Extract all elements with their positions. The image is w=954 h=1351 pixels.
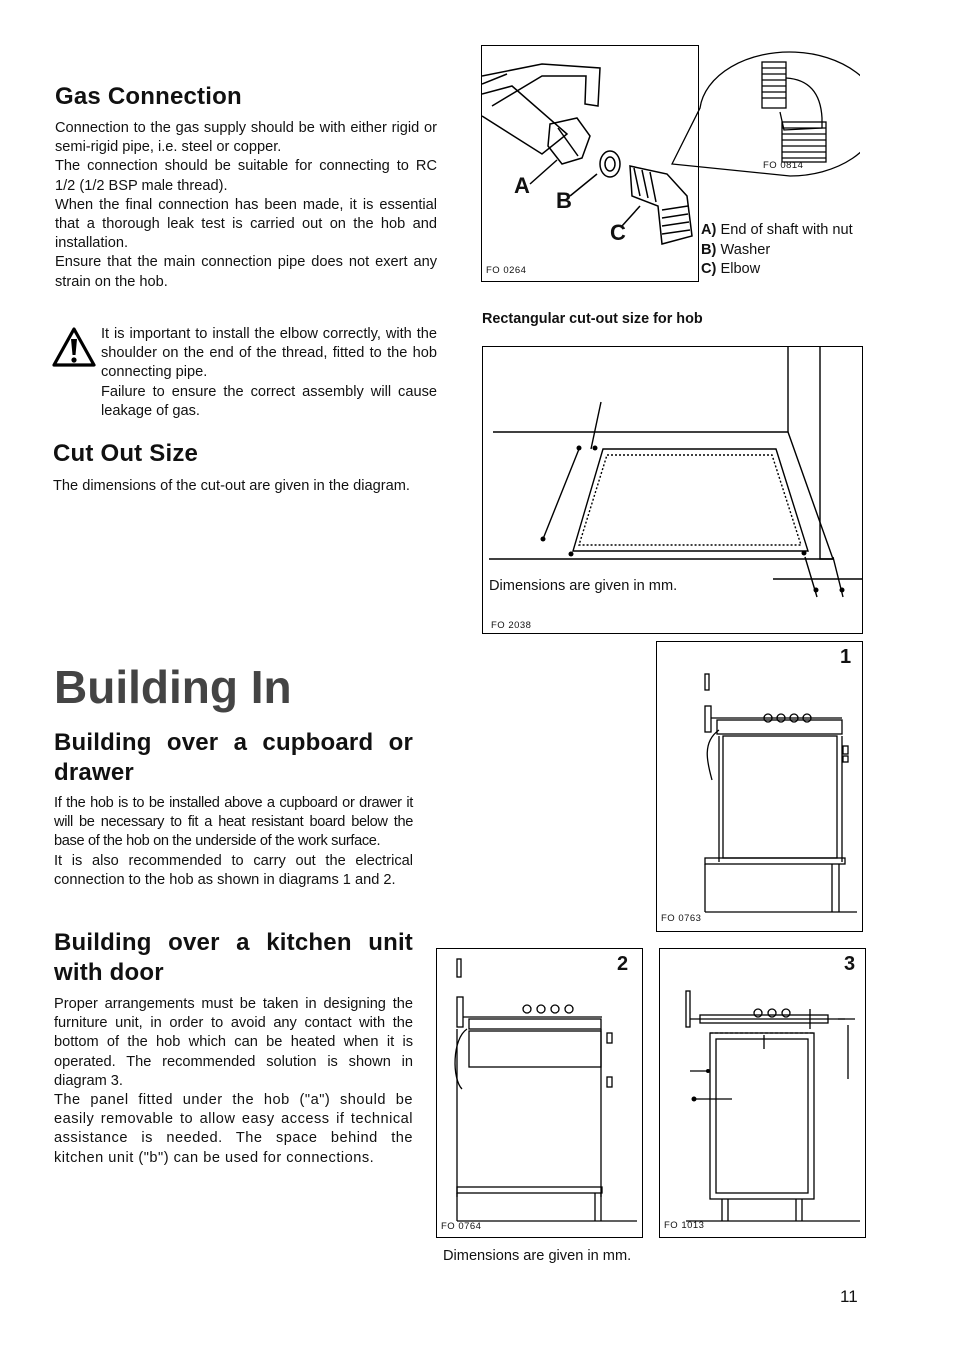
legend-key-b: B) (701, 241, 717, 258)
legend-text-c: Elbow (720, 261, 761, 277)
cutout-diagram (482, 346, 863, 634)
figure-code-fo0764: FO 0764 (441, 1221, 482, 1232)
legend-key-c: C) (701, 261, 717, 277)
diagram-1-drawing (657, 642, 864, 933)
diagram-3-drawing (660, 949, 867, 1239)
kitchen-paragraph-2: The panel fitted under the hob ("a") should be easily removable to allow easy access if technical assistance is needed. The space behind the kitchen unit ("b") can be used for connections. (54, 1092, 413, 1166)
legend-item-c (701, 260, 853, 280)
gas-paragraph-1: Connection to the gas supply should be with either rigid or semi-rigid pipe, i.e. steel or copper. (55, 120, 437, 156)
cutout-figure-caption: Rectangular cut-out size for hob (482, 311, 703, 327)
gas-connection-drawing (482, 46, 700, 283)
figure-code-fo1013: FO 1013 (664, 1220, 705, 1231)
diagram-1-number: 1 (840, 646, 852, 668)
diagram-2 (436, 948, 643, 1238)
cupboard-paragraph-1: If the hob is to be installed above a cupboard or drawer it will be necessary to fit a heat resistant board below the base of the hob on the underside of the work surface. (54, 795, 413, 850)
warning-text (101, 325, 437, 421)
diagram-3-number: 3 (844, 953, 856, 975)
cutout-dimensions-note: Dimensions are given in mm. (489, 578, 678, 594)
gas-connection-heading: Gas Connection (55, 83, 242, 110)
warning-paragraph-2: Failure to ensure the correct assembly will cause leakage of gas. (101, 383, 437, 419)
diagram-2-number: 2 (617, 953, 629, 975)
diagram-3 (659, 948, 866, 1238)
gas-figure-legend (701, 221, 853, 280)
legend-text-a: End of shaft with nut (720, 222, 853, 238)
gas-paragraph-3: When the final connection has been made, it is essential that a thorough leak test is carried out on the hob and installation. (55, 196, 437, 252)
figure-code-fo0264: FO 0264 (486, 265, 527, 276)
diagram-2-drawing (437, 949, 644, 1239)
cupboard-text (54, 794, 413, 890)
gas-connection-text (55, 119, 437, 292)
gas-connection-diagram (481, 45, 699, 282)
legend-key-a: A) (701, 222, 717, 238)
legend-item-a (701, 221, 853, 241)
legend-text-b: Washer (720, 241, 771, 258)
label-a: A (514, 173, 530, 198)
kitchen-paragraph-1: Proper arrangements must be taken in designing the furniture unit, in order to avoid any contact with the bottom of the hob which can be heated when it is operated. The recommended solution is shown in diagram 3. (54, 996, 413, 1089)
cupboard-heading: Building over a cupboard or drawer (54, 729, 413, 786)
diagram-1 (656, 641, 863, 932)
kitchen-unit-heading: Building over a kitchen unit with door (54, 929, 413, 986)
cut-out-text: The dimensions of the cut-out are given in the diagram. (53, 478, 410, 494)
figure-code-fo0814: FO 0814 (763, 160, 804, 171)
bottom-dimensions-note: Dimensions are given in mm. (443, 1248, 632, 1264)
figure-code-fo0763: FO 0763 (661, 913, 702, 924)
cut-out-size-heading: Cut Out Size (53, 440, 199, 467)
label-c: C (610, 220, 626, 245)
label-b: B (556, 188, 572, 213)
kitchen-unit-text (54, 995, 413, 1168)
legend-item-b (701, 241, 853, 261)
gas-paragraph-2: The connection should be suitable for connecting to RC 1/2 (1/2 BSP male thread). (55, 158, 437, 194)
warning-paragraph-1: It is important to install the elbow correctly, with the shoulder on the end of the thread, fitted to the hob connecting pipe. (101, 326, 437, 381)
page-number: 11 (840, 1287, 858, 1306)
warning-triangle-icon (51, 326, 97, 368)
cupboard-paragraph-2: It is also recommended to carry out the electrical connection to the hob as shown in diagrams 1 and 2. (54, 852, 413, 888)
building-in-title: Building In (54, 661, 292, 713)
figure-code-fo2038: FO 2038 (491, 620, 532, 631)
gas-paragraph-4: Ensure that the main connection pipe does not exert any strain on the hob. (55, 254, 437, 290)
